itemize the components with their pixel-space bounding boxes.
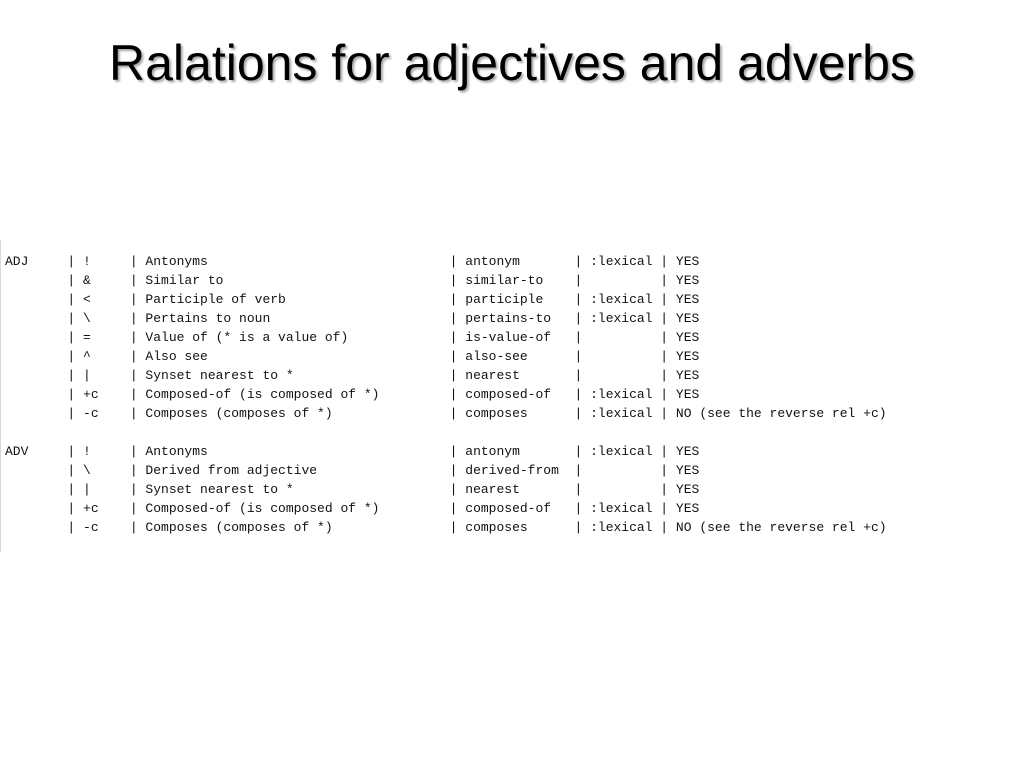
listing-line-adj-participle: | < | Participle of verb | participle | :lexical | YES [5, 292, 700, 307]
relations-listing [0, 240, 1010, 552]
listing-line-adj-similar-to: | & | Similar to | similar-to | | YES [5, 273, 700, 288]
listing-line-adv-composed-of: | +c | Composed-of (is composed of *) | composed-of | :lexical | YES [5, 501, 700, 516]
listing-line-adj-antonyms: ADJ | ! | Antonyms | antonym | :lexical | YES [5, 254, 700, 269]
slide-title: Ralations for adjectives and adverbs [108, 35, 915, 91]
listing-line-adv-antonyms: ADV | ! | Antonyms | antonym | :lexical | YES [5, 444, 700, 459]
listing-line-adv-derived-from: | \ | Derived from adjective | derived-from | | YES [5, 463, 700, 478]
listing-line-adj-pertains-to: | \ | Pertains to noun | pertains-to | :lexical | YES [5, 311, 700, 326]
listing-line-adj-composes: | -c | Composes (composes of *) | composes | :lexical | NO (see the reverse rel +c) [5, 406, 887, 421]
listing-line-adj-composed-of: | +c | Composed-of (is composed of *) | composed-of | :lexical | YES [5, 387, 700, 402]
listing-line-adj-also-see: | ^ | Also see | also-see | | YES [5, 349, 700, 364]
listing-line-adj-is-value-of: | = | Value of (* is a value of) | is-value-of | | YES [5, 330, 700, 345]
listing-line-adv-nearest: | | | Synset nearest to * | nearest | | YES [5, 482, 700, 497]
listing-line-adv-composes: | -c | Composes (composes of *) | composes | :lexical | NO (see the reverse rel +c) [5, 520, 887, 535]
listing-line-adj-nearest: | | | Synset nearest to * | nearest | | YES [5, 368, 700, 383]
